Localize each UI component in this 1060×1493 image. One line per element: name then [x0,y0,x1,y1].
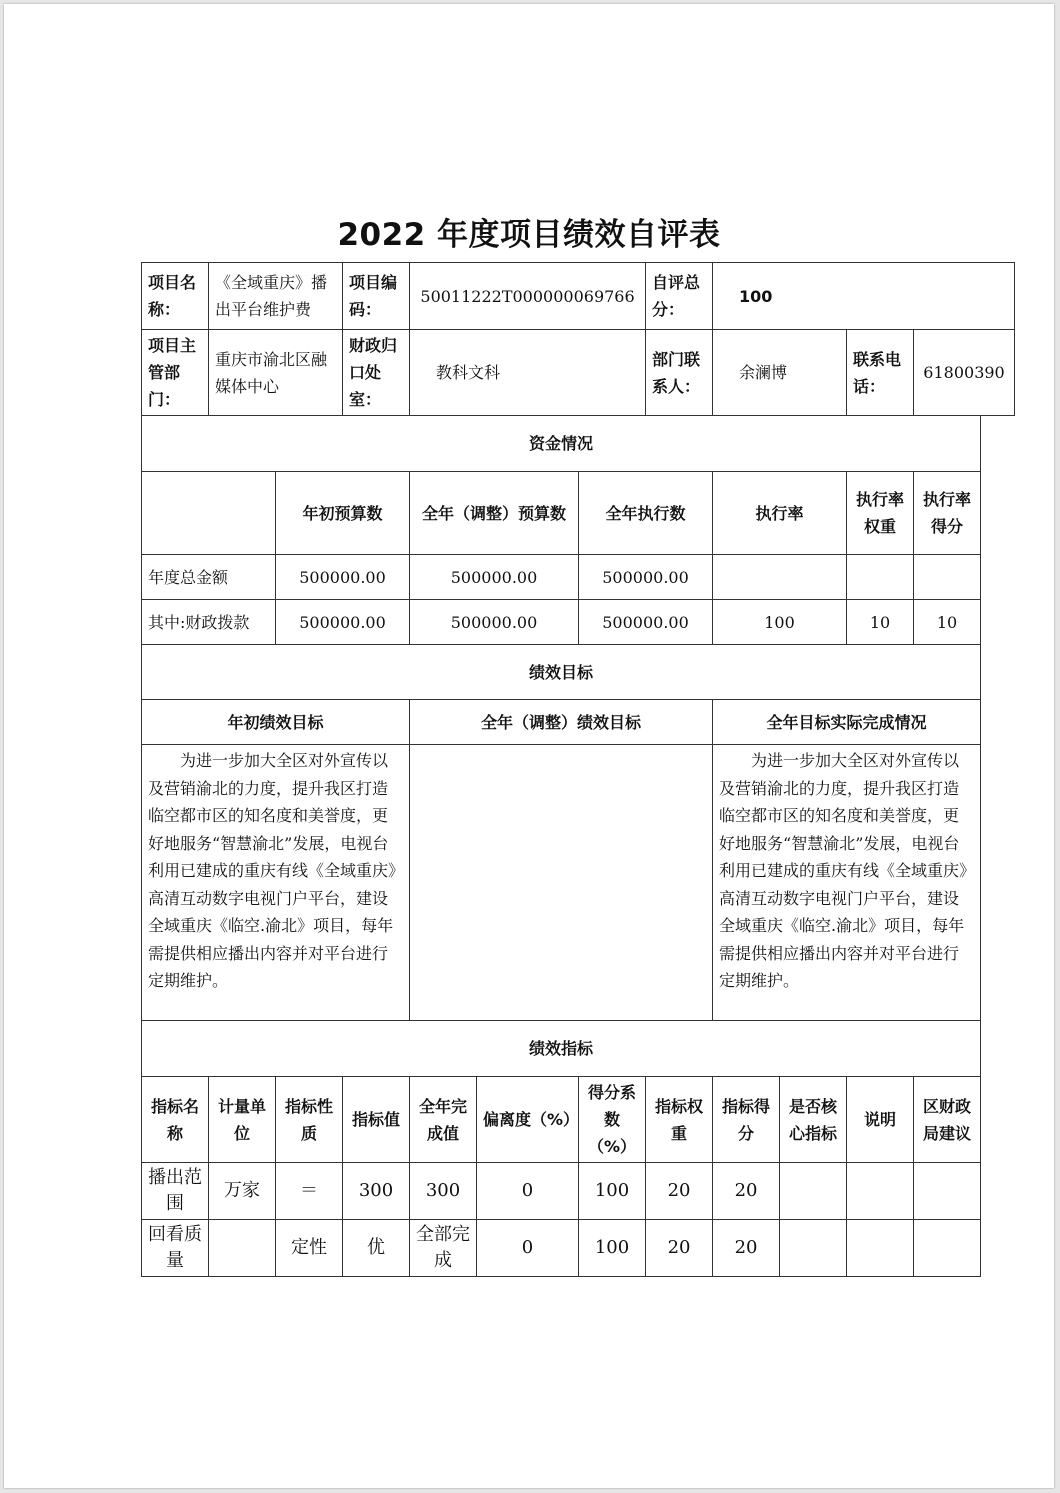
indicator-header-unit: 计量单位 [209,1077,276,1163]
funds-header-row [142,472,1015,555]
funds-header-rate-score: 执行率得分 [914,472,981,555]
goals-header-actual: 全年目标实际完成情况 [713,700,981,745]
funds-row-label: 其中:财政拨款 [142,600,276,645]
goals-header-row [142,700,1015,745]
finance-label: 财政归口处室： [343,330,410,416]
funds-cell: 500000.00 [410,600,579,645]
contact-value: 余澜博 [713,330,847,416]
indicator-cell: 300 [343,1163,410,1220]
funds-row-label: 年度总金额 [142,555,276,600]
funds-cell: 100 [713,600,847,645]
indicator-header-completed: 全年完成值 [410,1077,477,1163]
funds-cell [713,555,847,600]
indicators-header-row [142,1077,1015,1163]
indicator-header-name: 指标名称 [142,1077,209,1163]
indicator-cell: 20 [713,1163,780,1220]
indicator-cell [914,1163,981,1220]
indicator-row [142,1163,1015,1220]
indicator-cell: 20 [713,1220,780,1277]
indicator-header-deviation: 偏离度（%） [477,1077,579,1163]
indicator-cell: 0 [477,1220,579,1277]
indicator-cell: 100 [579,1220,646,1277]
project-name-value: 《全域重庆》播出平台维护费 [209,263,343,330]
indicator-cell: 100 [579,1163,646,1220]
performance-table [141,262,1015,1277]
funds-cell: 10 [847,600,914,645]
score-label: 自评总分： [646,263,713,330]
goals-content-row [142,745,1015,1021]
indicator-header-score: 指标得分 [713,1077,780,1163]
goal-adjusted-text [410,745,713,1021]
dept-value: 重庆市渝北区融媒体中心 [209,330,343,416]
project-code-label: 项目编码： [343,263,410,330]
funds-header-empty [142,472,276,555]
goals-section-title: 绩效目标 [142,645,981,700]
indicator-cell [209,1220,276,1277]
funds-row-total [142,555,1015,600]
funds-cell [914,555,981,600]
indicator-cell [847,1163,914,1220]
indicator-cell: 0 [477,1163,579,1220]
funds-cell: 500000.00 [579,600,713,645]
document-title: 2022 年度项目绩效自评表 [337,217,721,253]
project-name-label: 项目名称： [142,263,209,330]
indicator-header-core: 是否核心指标 [780,1077,847,1163]
indicator-header-weight: 指标权重 [646,1077,713,1163]
indicator-header-suggestion: 区财政局建议 [914,1077,981,1163]
indicator-header-note: 说明 [847,1077,914,1163]
project-code-value: 50011222T000000069766 [410,263,646,330]
indicator-cell: 万家 [209,1163,276,1220]
indicator-cell: 回看质量 [142,1220,209,1277]
dept-label: 项目主管部门： [142,330,209,416]
funds-cell [847,555,914,600]
goal-actual-text: 为进一步加大全区对外宣传以及营销渝北的力度，提升我区打造临空都市区的知名度和美誉度，更好地服务“智慧渝北”发展，电视台利用已建成的重庆有线《全域重庆》高清互动数字电视门户平台，建设全域重庆《临空.渝北》项目，每年需提供相应播出内容并对平台进行定期维护。 [713,745,981,1021]
funds-cell: 500000.00 [579,555,713,600]
indicator-row [142,1220,1015,1277]
goals-header-adjusted: 全年（调整）绩效目标 [410,700,713,745]
info-row-2 [142,330,1015,416]
indicator-cell: 优 [343,1220,410,1277]
indicator-cell: 20 [646,1220,713,1277]
indicator-cell [780,1220,847,1277]
funds-header-rate: 执行率 [713,472,847,555]
contact-label: 部门联系人： [646,330,713,416]
funds-cell: 500000.00 [410,555,579,600]
funds-cell: 500000.00 [276,600,410,645]
funds-row-fiscal [142,600,1015,645]
goals-header-initial: 年初绩效目标 [142,700,410,745]
indicators-section-title: 绩效指标 [142,1021,981,1077]
funds-header-executed: 全年执行数 [579,472,713,555]
document-page [4,4,1054,1488]
indicator-cell: ＝ [276,1163,343,1220]
score-value: 100 [713,263,1015,330]
indicator-cell: 20 [646,1163,713,1220]
indicator-cell: 播出范围 [142,1163,209,1220]
indicator-cell: 全部完成 [410,1220,477,1277]
indicator-cell: 300 [410,1163,477,1220]
funds-cell: 500000.00 [276,555,410,600]
funds-cell: 10 [914,600,981,645]
indicator-header-value: 指标值 [343,1077,410,1163]
goal-initial-text: 为进一步加大全区对外宣传以及营销渝北的力度，提升我区打造临空都市区的知名度和美誉度，更好地服务“智慧渝北”发展，电视台利用已建成的重庆有线《全域重庆》高清互动数字电视门户平台，建设全域重庆《临空.渝北》项目，每年需提供相应播出内容并对平台进行定期维护。 [142,745,410,1021]
phone-label: 联系电话： [847,330,914,416]
finance-value: 教科文科 [410,330,646,416]
funds-header-initial: 年初预算数 [276,472,410,555]
info-row-1 [142,263,1015,330]
phone-value: 61800390 [914,330,1015,416]
indicator-cell [914,1220,981,1277]
funds-section-title: 资金情况 [142,416,981,472]
indicator-header-coefficient: 得分系数（%） [579,1077,646,1163]
funds-header-adjusted: 全年（调整）预算数 [410,472,579,555]
indicator-cell [847,1220,914,1277]
indicator-cell: 定性 [276,1220,343,1277]
indicator-cell [780,1163,847,1220]
funds-header-rate-weight: 执行率权重 [847,472,914,555]
indicator-header-nature: 指标性质 [276,1077,343,1163]
